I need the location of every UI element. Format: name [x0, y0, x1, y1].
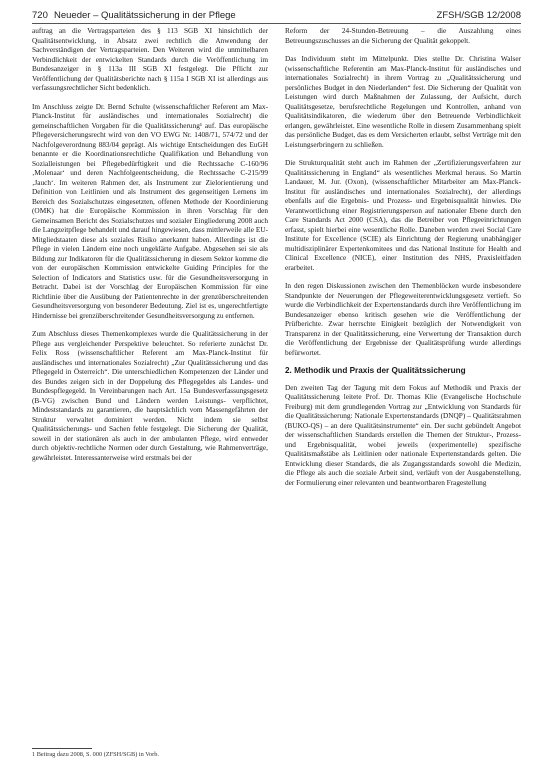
paragraph: In den regen Diskussionen zwischen den Themenblöcken wurde insbesondere Standpunkte der Neuerungen der Pflegeweiterentwicklungsgesetz vertieft. So wurde die Verbindlichkeit der Expertenstandards durch ihre Veröffentlichung im Bundesanzeiger ebenso kritisch gesehen wie die Veröffentlichung der Prüfberichte. Zwar herrschte Einigkeit bezüglich der Notwendigkeit von Transparenz in der Qualitätssicherung, eine Verwertung der Transaktion durch die Veröffentlichung der Ergebnisse der Qualitätsprüfung wurde allerdings befürwortet. — [285, 281, 521, 357]
paragraph: Den zweiten Tag der Tagung mit dem Fokus auf Methodik und Praxis der Qualitätssicherung leitete Prof. Dr. Thomas Klie (Evangelische Hochschule Freiburg) mit dem grundlegenden Vortrag zur „Entwicklung von Standards für die Qualitätssicherung: Nationale Expertenstandards (DNQP) – Qualitätsrahmen (BUKO-QS) – an dere Qualitätsinstrumente“ ein. Der sucht gebündelt Angebot der wissenschaftlichen Standards erstellen die Themen der Struktur-, Prozess- und Ergebnisqualität, wobei jeweils (experimentelle) spezifische Qualitätsmaßstäbe als Leitlinien oder nationale Expertenstandards gelten. Die Entwicklung dieser Standards, die als Zugangsstandards sowohl die Medizin, die Pflege als auch die soziale Arbeit sind, verläuft von der Ausgabenstellung, der Formulierung einer relevanten und beantwortbaren Fragestellung — [285, 382, 521, 487]
section-heading: 2. Methodik und Praxis der Qualitätssicherung — [285, 366, 466, 375]
paragraph: Reform der 24-Stunden-Betreuung – die Auszahlung eines Betreuungszuschusses an die Sicherung der Qualität gekoppelt. — [285, 26, 521, 45]
left-column — [32, 26, 268, 471]
paragraph: auftrag an die Vertragsparteien des § 113 SGB XI hinsichtlich der Qualitätsentwicklung, in Absatz zwei rechtlich die Anwendung der Sachverständigen der Vertragsparteien. Den Weiteren wird die unmittelbaren Verbindlichkeit der entwickelten Standards durch die Veröffentlichung im Bundesanzeiger in § 113a III SGB XI festgelegt. Die Pflicht zur Veröffentlichung der Qualitätsberichte nach § 115a I SGB XI ist allerdings aus verfassungsrechtlicher Sicht bedenklich. — [32, 26, 268, 92]
paragraph: Die Strukturqualität steht auch im Rahmen der „Zertifizierungsverfahren zur Qualitätssicherung in England“ als wesentliches Merkmal heraus. So Martin Landauer, M. Jur. (Oxon), (wissenschaftlicher Mitarbeiter am Max-Planck-Institut für ausländisches und internationales Sozialrecht), der allerdings ebenfalls auf die Ergebnis- und Prozess- und Ergebnisqualität hinwies. Die Verantwortlichung einer Registrierungsperson auf nationaler Ebene durch den Care Standards Act 2000 (CSA), das die Betreiber von Pflegeeinrichtungen erfasst, spielt hierbei eine wesentliche Rolle. Daneben werden zwei Social Care Institute for Excellence (SCIE) als Einrichtung der Regierung unabhängiger multidisziplinärer Expertenkomitees und das National Institute for Health and Clinical Excellence (NICE), einer Institution des NHS, Praxisleitfaden erarbeitet. — [285, 158, 521, 272]
footnote-rule — [32, 748, 92, 749]
page-number: 720 — [32, 10, 48, 21]
running-title: Neueder – Qualitätssicherung in der Pflege — [54, 10, 236, 21]
paragraph: Zum Abschluss dieses Themenkomplexes wurde die Qualitätssicherung in der Pflege aus vergleichender Perspektive beleuchtet. So referierte zunächst Dr. Felix Ross (wissenschaftlicher Referent am Max-Planck-Institut für ausländisches und internationales Sozialrecht) „Zur Qualitätssicherung und das Pflegegeld in Österreich“. Die unterschiedlichen Kompetenzen der Länder und des Bundes zeigen sich in der Doppelung des Pflegegeldes als Landes- und Bundespflegegeld. In Vereinbarungen nach Art. 15a Bundesverfassungsgesetz (B-VG) zwischen Bund und Ländern werden Leistungs- verpflichtet, Mindeststandards zu garantieren, die hauptsächlich vom Massengefährten der Struktur verwaltet dominiert werden. Nicht indem sie selbst Qualitätssicherungs- und Sachen fehle festgelegt. Die Sicherung der Qualität, soweil in der stationären als auch in der ambulanten Pflege, wird entweder durch objektiv-rechtliche Normen oder durch Gestaltung, wie Rahmenverträge, gewährleistet. Interessanterweise wird erstmals bei der — [32, 329, 268, 462]
journal-reference: ZFSH/SGB 12/2008 — [436, 10, 521, 21]
right-column — [285, 26, 521, 496]
footnote: 1 Beitrag dazu 2008, S. 000 (ZFSH/SGB) in Vorb. — [32, 751, 159, 758]
paragraph: Das Individuum steht im Mittelpunkt. Dies stellte Dr. Christina Walser (wissenschaftliche Referentin am Max-Planck-Institut für ausländisches und internationales Sozialrecht) in ihrem Vortrag zu „Qualitätssicherung und persönliches Budget in den Niederlanden“ fest. Die Sicherung der Qualität von Leistungen wird durch Maßnahmen der Zulassung, der Aufsicht, durch Qualitätsgesetze, berufsrechtliche Regelungen und Kontrollen, anhand von Qualitätsindikatoren, die wiederum über den Betreuende Verbindlichkeit erlangen, gewährleistet. Eine wesentliche Rolle in diesem Zusammenhang spielt das persönliche Budget, das es dem Versicherten erlaubt, selbst Verträge mit den Leistungserbringern zu schließen. — [285, 54, 521, 149]
paragraph: Im Anschluss zeigte Dr. Bernd Schulte (wissenschaftlicher Referent am Max-Planck-Institut für ausländisches und internationales Sozialrecht) die gemeinschaftlichen Vorgaben für die Qualitätssicherung¹ auf. Das europäische Pflegeversicherungsrecht wird von den VO EWG Nr. 1408/71, 574/72 und der Nachfolgeverordnung 883/04 geprägt. Als wichtige Entscheidungen des EuGH benannte er die Koordinationsrechtliche Qualifikation und Behandlung von Sozialleistungen bei Pflegebedürftigkeit und die Rechtssache C-160/96 ‚Molenaar‘ und deren Nachfolgeentscheidung, die Rechtssache C-215/99 ‚Jauch‘. Im weiteren Rahmen der, als Instrument zur Zielorientierung und Definition von Leitlinien und als Instrument des gegenseitigen Lernens im Bereich des Sozialschutzes eingesetzten, offenen Methode der Koordinierung (OMK) hat die Europäische Kommission in ihren Vorschlag für den Gemeinsamen Bericht des Sozialschutzes und sozialer Eingliederung 2008 auch die Langzeitpflege behandelt und darauf hingewiesen, dass mittlerweile alle EU-Mitgliedstaaten diese als soziales Risiko anerkannt haben. Allerdings ist die Pflege in vielen Ländern eine noch ungeklärte Aufgabe. Abgesehen sei sie als Bildung zur Indikatoren für die Qualitätssicherung in diesem Sektor komme die von der europäischen Kommission entwickelte Guiding Principles for the Selection of Indicators and Statistics usw. für die Gesundheitsversorgung in Betracht. Dabei ist der Vorschlag der Europäischen Kommission für eine Richtlinie über die Ausübung der Patientenrechte in der grenzüberschreitenden Gesundheitsversorgung von besonderer Bedeutung. Ziel ist es, ungerechtfertigte Hindernisse bei grenzüberschreitender Gesundheitsversorgung zu entfernen. — [32, 101, 268, 320]
running-header — [32, 7, 521, 24]
